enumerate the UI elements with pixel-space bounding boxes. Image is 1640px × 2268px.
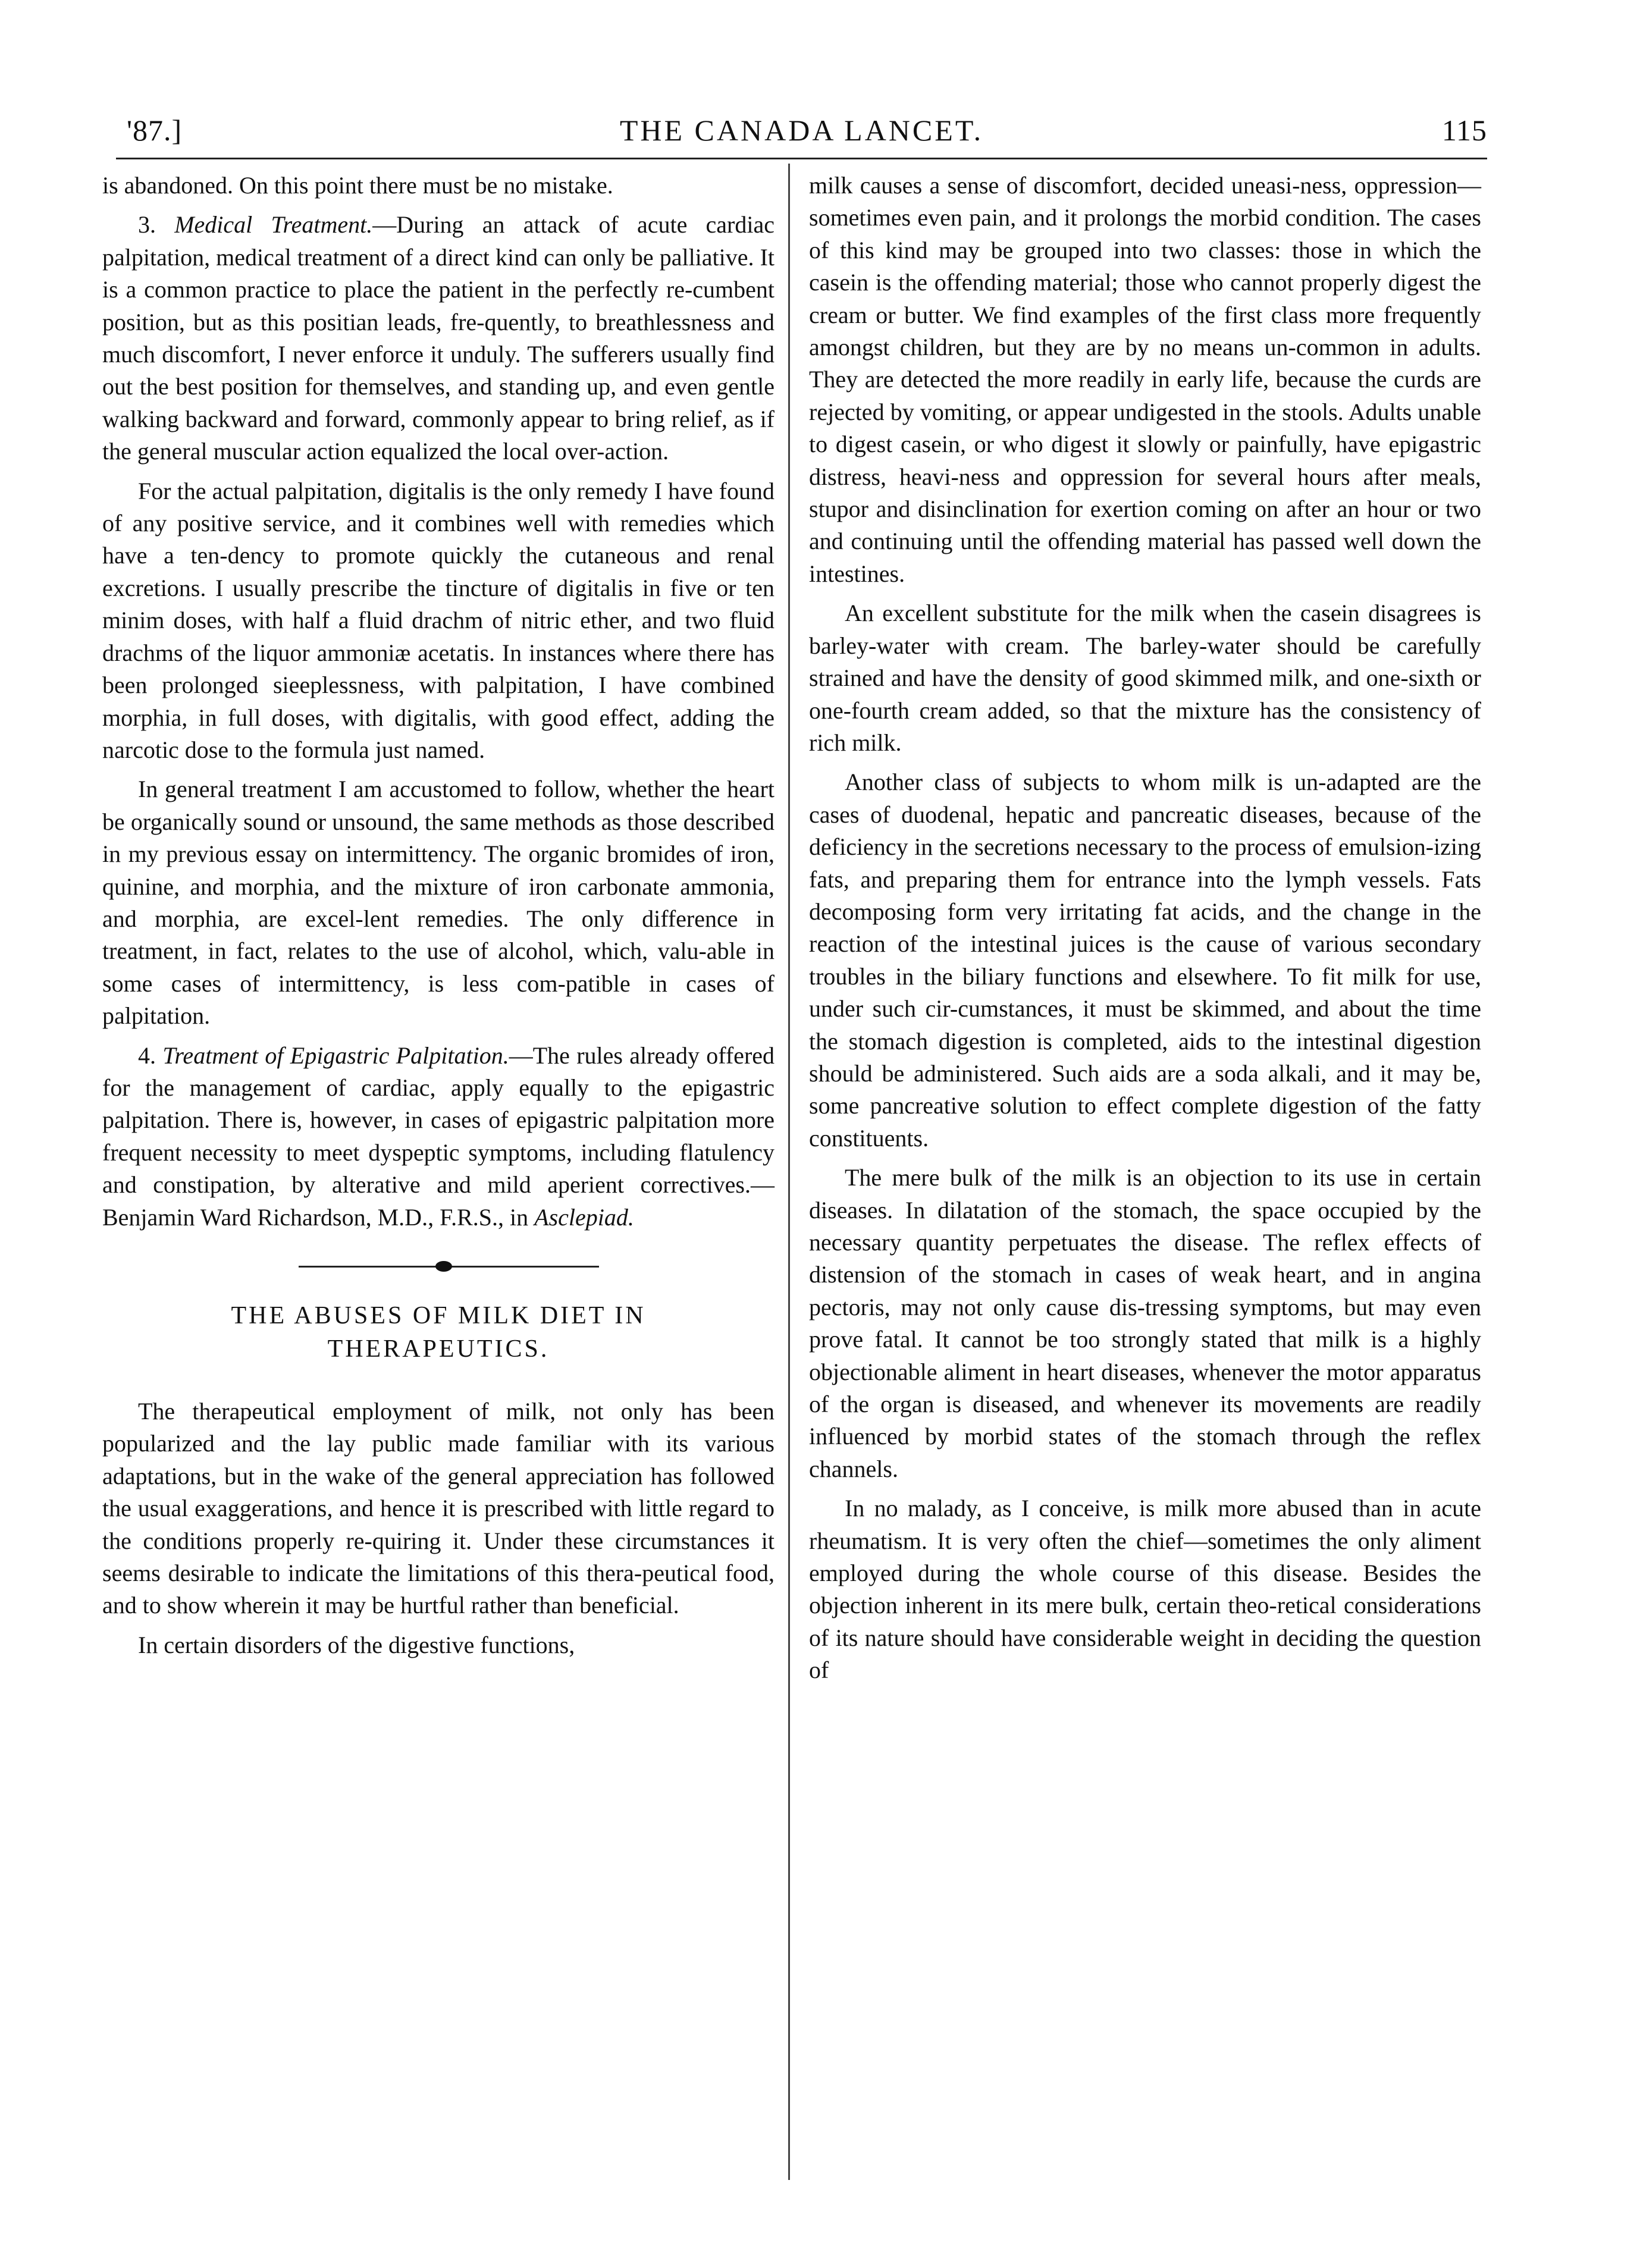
ornament-dot [435,1261,452,1272]
paragraph: In general treatment I am accustomed to follow, whether the heart be organically sound or unsound, the same methods as those described in my previous essay on intermittency. The organic bromides of iron, quinine, and morphia, and the mixture of iron carbonate ammonia, and morphia, are excel-lent remedies. The only difference in treatment, in fact, relates to the use of alcohol, which, valu-able in some cases of intermittency, is less com-patible in cases of palpitation. [102,776,774,1030]
column-divider [788,164,790,2180]
paragraph-heading: Medical Treatment. [174,211,373,239]
paragraph: Another class of subjects to whom milk is un-adapted are the cases of duodenal, hepatic and pancreatic diseases, because of the deficiency in the secretions necessary to the process of emulsion-izing fats, and preparing them for entrance into the lymph vessels. Fats decomposing form very irritating fat acids, and the change in the reaction of the intestinal juices is the cause of various secondary troubles in the biliary functions and elsewhere. To fit milk for use, under such cir-cumstances, it must be skimmed, and about the time the stomach digestion is completed, aids to the intestinal digestion should be administered. Such aids are a soda alkali, and it may be, some pancreative solution to effect complete digestion of the fatty constituents. [809,768,1481,1152]
paragraph-number: 4. [138,1042,156,1069]
article-title-line: THERAPEUTICS. [327,1335,550,1363]
running-header [116,101,1487,149]
right-column [809,170,1481,1694]
paragraph-number: 3. [138,211,156,239]
paragraph: An excellent substitute for the milk when the casein disagrees is barley-water with cream. The barley-water should be carefully strained and have the density of good skimmed milk, and one-sixth or one-fourth cream added, so that the mixture has the consistency of rich milk. [809,600,1481,756]
paragraph-epigastric-palpitation [102,1040,774,1234]
paragraph: In certain disorders of the digestive functions, [138,1631,575,1658]
paragraph: For the actual palpitation, digitalis is the only remedy I have found of any positive service, and it combines well with remedies which have a ten-dency to promote quickly the cutaneous and renal excretions. I usually prescribe the tincture of digitalis in five or ten minim doses, with half a fluid drachm of nitric ether, and two fluid drachms of the liquor ammoniæ acetatis. In instances where there has been prolonged sieeplessness, with palpitation, I have combined morphia, in full doses, with digitalis, with good effect, adding the narcotic dose to the formula just named. [102,477,774,763]
source-citation: Asclepiad. [534,1203,634,1231]
paragraph: milk causes a sense of discomfort, decided uneasi-ness, oppression—sometimes even pain, and it prolongs the morbid condition. The cases of this kind may be grouped into two classes: those in which the casein is the offending material; those who cannot properly digest the cream or butter. We find examples of the first class more frequently amongst children, but they are by no means un-common in adults. They are detected the more readily in early life, because the curds are rejected by vomiting, or appear undigested in the stools. Adults unable to digest casein, or who digest it slowly or painfully, have epigastric distress, heavi-ness and oppression for several hours after meals, stupor and disinclination for exertion coming on after an hour or two and continuing until the offending material has passed well down the intestines. [809,172,1481,587]
paragraph-medical-treatment [102,209,774,468]
paragraph: The therapeutical employment of milk, not only has been popularized and the lay public made familiar with its various adaptations, but in the wake of the general appreciation has followed the usual exaggerations, and hence it is prescribed with little regard to the conditions properly re-quiring it. Under these circumstances it seems desirable to indicate the limitations of this thera-peutical food, and to show wherein it may be hurtful rather than beneficial. [102,1398,774,1619]
paragraph-body: —During an attack of acute cardiac palpitation, medical treatment of a direct kind can only be palliative. It is a common practice to place the patient in the perfectly re-cumbent position, but as this positian leads, fre-quently, to breathlessness and much discomfort, I never enforce it unduly. The sufferers usually find out the best position for themselves, and standing up, and even gentle walking backward and forward, commonly appear to bring relief, as if the general muscular action equalized the local over-action. [102,211,775,465]
paragraph: is abandoned. On this point there must be no mistake. [102,172,613,199]
paragraph-heading: Treatment of Epigastric Palpitation. [162,1042,509,1069]
header-volume-year: '87.] [127,114,183,147]
article-title-line: THE ABUSES OF MILK DIET IN [231,1302,646,1329]
header-journal-title: THE CANADA LANCET. [619,114,984,147]
paragraph: The mere bulk of the milk is an objection to its use in certain diseases. In dilatation of the stomach, the space occupied by the necessary quantity perpetuates the disease. The reflex effects of distension of the stomach in cases of weak heart, and in angina pectoris, may not only cause dis-tressing symptoms, but may even prove fatal. It cannot be too strongly stated that milk is a highly objectionable aliment in heart diseases, whenever the motor apparatus of the organ is diseased, and whenever its movements are readily influenced by morbid states of the stomach through the reflex channels. [809,1164,1481,1482]
left-column [102,170,774,1668]
header-rule [116,158,1487,159]
article-title [102,1299,774,1366]
header-page-number: 115 [1441,114,1487,147]
section-divider-ornament [102,1257,774,1275]
paragraph: In no malady, as I conceive, is milk more abused than in acute rheumatism. It is very often the chief—sometimes the only aliment employed during the whole course of this disease. Besides the objection inherent in its mere bulk, certain theo-retical considerations of its nature should have considerable weight in deciding the question of [809,1495,1481,1684]
paragraph-body: —The rules already offered for the management of cardiac, apply equally to the epigastric palpitation. There is, however, in cases of epigastric palpitation more frequent necessity to meet dyspeptic symptoms, including flatulency and constipation, by alterative and mild aperient correctives.—Benjamin Ward Richardson, M.D., F.R.S., in [102,1042,775,1231]
